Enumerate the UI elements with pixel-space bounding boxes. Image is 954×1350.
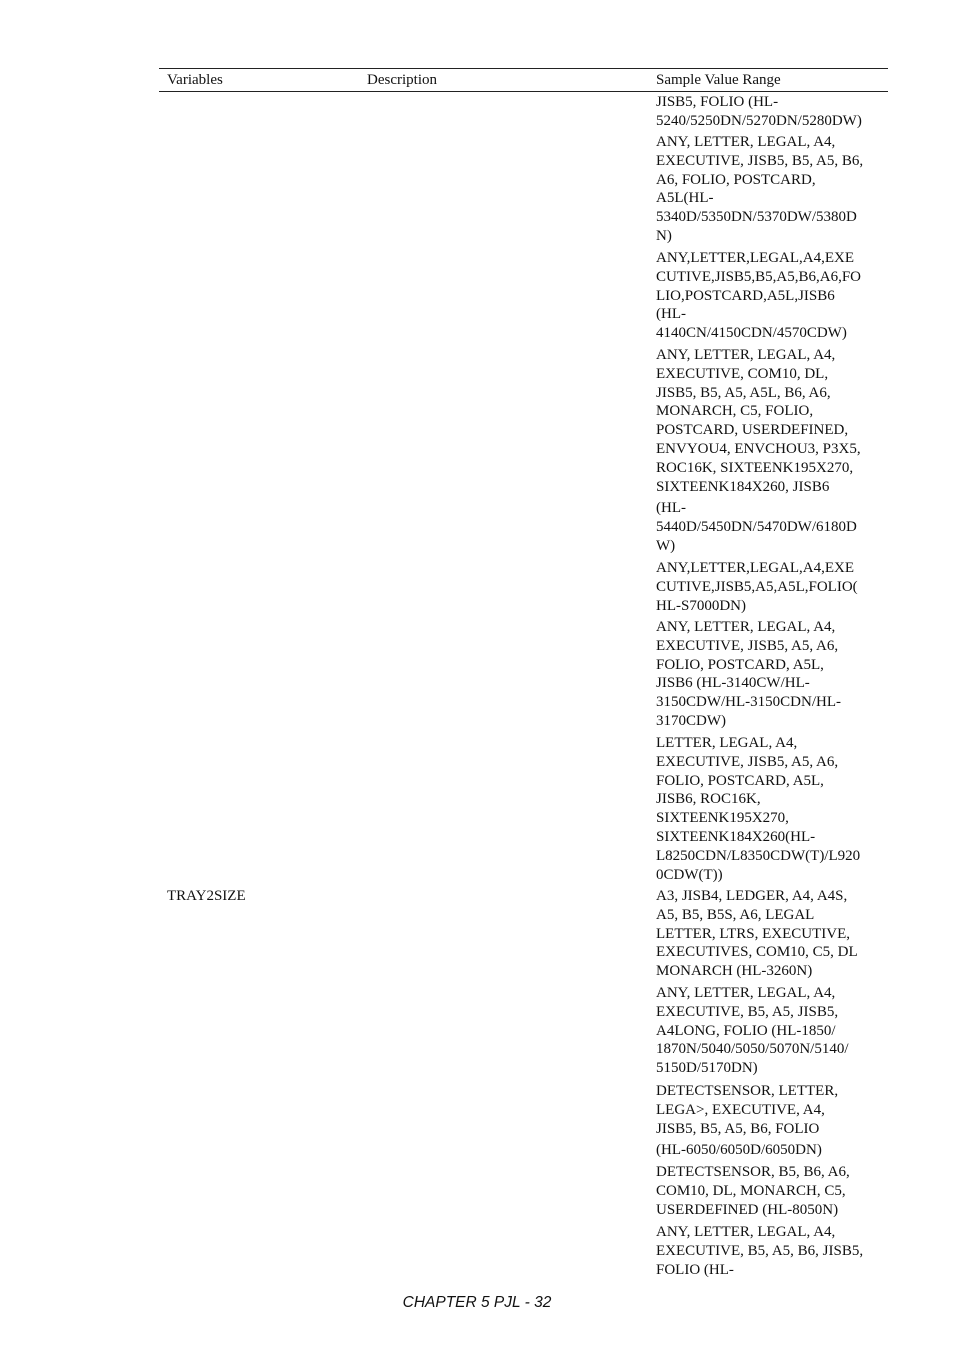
sample-cell-9: A3, JISB4, LEDGER, A4, A4S, A5, B5, B5S, A6, LEGAL LETTER, LTRS, EXECUTIVE, EXECUTIVES, COM10, C5, DL MONARCH (HL-3260N) bbox=[656, 888, 858, 980]
sample-cell-3: ANY,LETTER,LEGAL,A4,EXE CUTIVE,JISB5,B5,A5,B6,A6,FO LIO,POSTCARD,A5L,JISB6 (HL- 4140CN/4150CDN/4570CDW) bbox=[656, 250, 862, 342]
header-variables: Variables bbox=[167, 72, 223, 88]
header-description: Description bbox=[367, 72, 437, 88]
variable-tray2size: TRAY2SIZE bbox=[167, 888, 246, 904]
sample-cell-2: ANY, LETTER, LEGAL, A4, EXECUTIVE, JISB5, B5, A5, B6, A6, FOLIO, POSTCARD, A5L(HL- 5340D/5350DN/5370DW/5380D N) bbox=[656, 134, 864, 244]
sample-cell-7: ANY, LETTER, LEGAL, A4, EXECUTIVE, JISB5, A5, A6, FOLIO, POSTCARD, A5L, JISB6 (HL-3140CW/HL- 3150CDW/HL-3150CDN/HL- 3170CDW) bbox=[656, 619, 841, 729]
sample-cell-10: ANY, LETTER, LEGAL, A4, EXECUTIVE, B5, A5, JISB5, A4LONG, FOLIO (HL-1850/ 1870N/5040/5050/5070N/5140/ 5150D/5170DN) bbox=[656, 985, 849, 1077]
sample-cell-5: (HL- 5440D/5450DN/5470DW/6180D W) bbox=[656, 500, 857, 554]
sample-cell-13: DETECTSENSOR, B5, B6, A6, COM10, DL, MONARCH, C5, USERDEFINED (HL-8050N) bbox=[656, 1164, 850, 1218]
sample-cell-14: ANY, LETTER, LEGAL, A4, EXECUTIVE, B5, A5, B6, JISB5, FOLIO (HL- bbox=[656, 1224, 864, 1278]
sample-cell-4: ANY, LETTER, LEGAL, A4, EXECUTIVE, COM10, DL, JISB5, B5, A5, A5L, B6, A6, MONARCH, C5, FOLIO, POSTCARD, USERDEFINED, ENVYOU4, ENVCHOU3, P3X5, ROC16K, SIXTEENK195X270, SIXTEENK184X260, JISB6 bbox=[656, 347, 861, 495]
sample-cell-12: (HL-6050/6050D/6050DN) bbox=[656, 1142, 822, 1158]
sample-cell-1: JISB5, FOLIO (HL- 5240/5250DN/5270DN/5280DW) bbox=[656, 94, 862, 129]
sample-cell-6: ANY,LETTER,LEGAL,A4,EXE CUTIVE,JISB5,A5,A5L,FOLIO( HL-S7000DN) bbox=[656, 560, 858, 614]
sample-cell-11: DETECTSENSOR, LETTER, LEGA>, EXECUTIVE, A4, JISB5, B5, A5, B6, FOLIO bbox=[656, 1083, 839, 1137]
header-sample-value-range: Sample Value Range bbox=[656, 72, 781, 88]
sample-cell-8: LETTER, LEGAL, A4, EXECUTIVE, JISB5, A5, A6, FOLIO, POSTCARD, A5L, JISB6, ROC16K, SIXTEENK195X270, SIXTEENK184X260(HL- L8250CDN/L8350CDW(T)/L920 0CDW(T)) bbox=[656, 735, 861, 883]
table-header-row bbox=[159, 68, 888, 92]
page-footer: CHAPTER 5 PJL - 32 bbox=[402, 1294, 552, 1311]
